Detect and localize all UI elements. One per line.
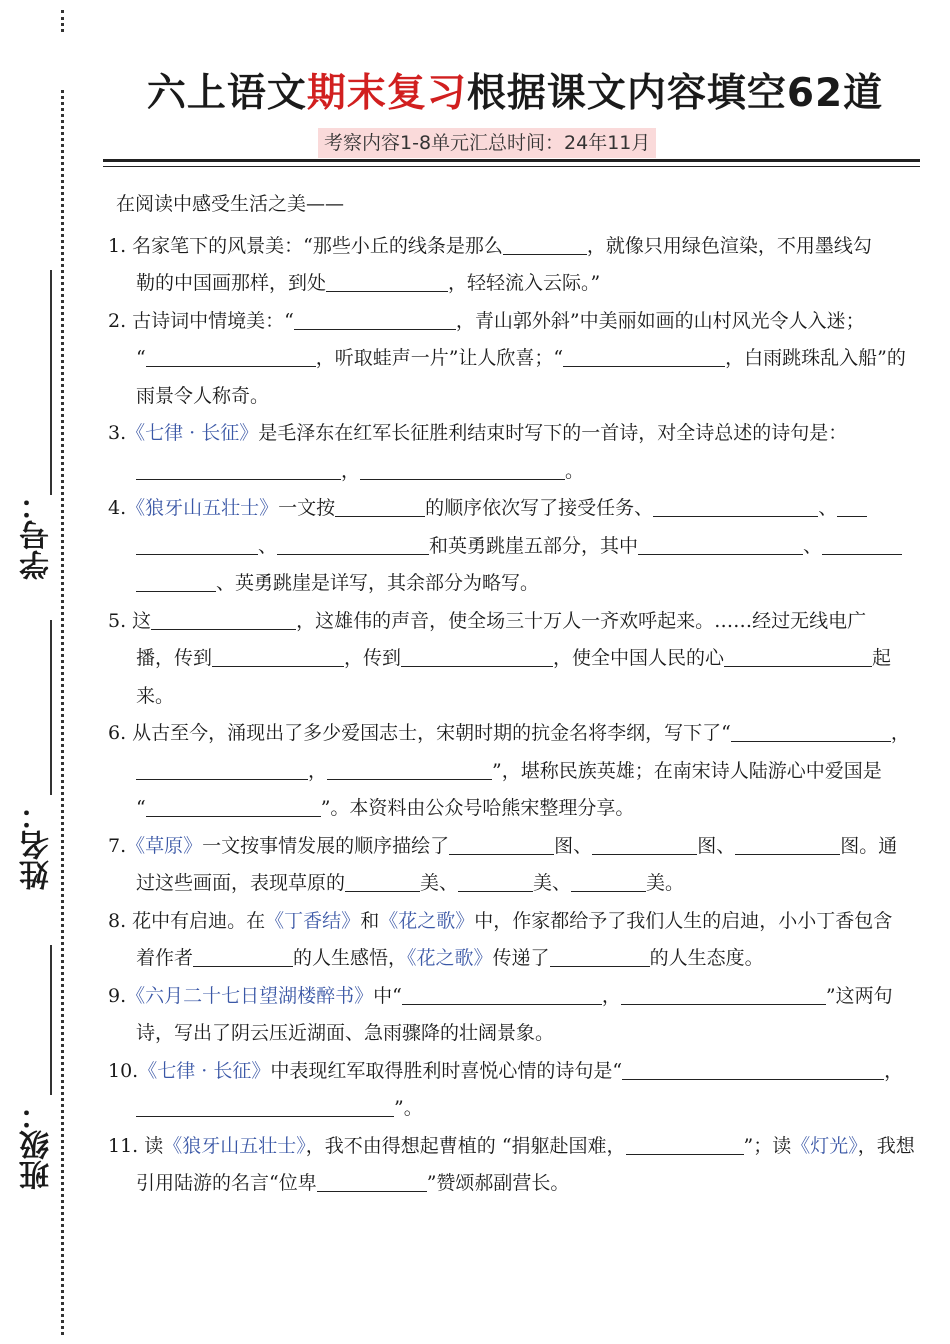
student-id-field bbox=[8, 490, 68, 584]
q10-blank-1[interactable] bbox=[622, 1057, 884, 1080]
q3-blank-1[interactable] bbox=[136, 457, 341, 480]
q5-blank-2[interactable] bbox=[212, 644, 344, 667]
q11-text-title-1: 《狼牙山五壮士》 bbox=[163, 1134, 306, 1157]
q10-text-c: 中表现红军取得胜利时喜悦心情的诗句是“ bbox=[270, 1059, 623, 1082]
student-id-line[interactable] bbox=[50, 270, 52, 495]
q4-blank-4[interactable] bbox=[277, 532, 429, 555]
question-9 bbox=[108, 978, 920, 1053]
q7-text-e: 图、 bbox=[697, 834, 736, 857]
name-line[interactable] bbox=[50, 620, 52, 795]
q1-text-a: 1. 名家笔下的风景美：“那些小丘的线条是那么 bbox=[108, 234, 503, 257]
q4-blank-1[interactable] bbox=[335, 494, 425, 517]
q11-text-g: 引用陆游的名言“位卑 bbox=[136, 1172, 317, 1194]
q1-text-c: 勒的中国画那样，到处 bbox=[136, 272, 327, 294]
q3-blank-2[interactable] bbox=[360, 457, 565, 480]
q5-blank-3[interactable] bbox=[401, 644, 553, 667]
q11-text-d: ”；读 bbox=[743, 1134, 792, 1157]
q5-text-b: ，这雄伟的声音，使全场三十万人一齐欢呼起来。……经过无线电广 bbox=[296, 609, 867, 632]
q8-text-i: 传递了 bbox=[492, 947, 550, 969]
q4-text-title: 《狼牙山五壮士》 bbox=[126, 497, 279, 519]
question-10 bbox=[108, 1053, 920, 1128]
q7-number: 7. bbox=[108, 834, 127, 857]
q8-text-a: 8. 花中有启迪。在 bbox=[108, 909, 266, 932]
q4-text-d: 的顺序依次写了接受任务、 bbox=[425, 497, 654, 519]
q9-blank-1[interactable] bbox=[402, 982, 602, 1005]
q3-text-c: 是毛泽东在红军长征胜利结束时写下的一首诗，对全诗总述的诗句是： bbox=[258, 422, 848, 444]
question-7 bbox=[108, 828, 920, 903]
title-highlight: 期末复习 bbox=[306, 71, 467, 116]
q7-blank-3[interactable] bbox=[735, 832, 840, 855]
title-part-2: 根据课文内容填空62道 bbox=[466, 71, 884, 116]
dotted-cut-line-top bbox=[61, 10, 64, 32]
q7-blank-2[interactable] bbox=[592, 832, 697, 855]
q2-blank-3[interactable] bbox=[563, 344, 725, 367]
q1-text-b: ，就像只用绿色渲染，不用墨线勾 bbox=[586, 234, 872, 257]
question-11 bbox=[108, 1128, 920, 1203]
q1-blank-2[interactable] bbox=[326, 269, 448, 292]
q8-text-j: 的人生态度。 bbox=[649, 947, 764, 969]
q3-text-e: 。 bbox=[565, 459, 585, 482]
q5-text-g: 来。 bbox=[136, 684, 175, 707]
q4-blank-6b[interactable] bbox=[136, 569, 216, 592]
question-5 bbox=[108, 603, 920, 716]
q6-blank-1[interactable] bbox=[731, 719, 891, 742]
class-label: 班级： bbox=[20, 1100, 55, 1190]
q7-text-c: 一文按事情发展的顺序描绘了 bbox=[202, 834, 450, 857]
title-part-1: 六上语文 bbox=[146, 71, 307, 116]
q5-text-a: 5. 这 bbox=[108, 609, 152, 632]
q7-blank-5[interactable] bbox=[458, 869, 533, 892]
q3-poem-title: 《七律 · 长征》 bbox=[126, 422, 259, 444]
q6-text-b: ， bbox=[890, 722, 910, 744]
q4-text-g: 和英勇跳崖五部分，其中 bbox=[429, 534, 639, 557]
q4-text-f: 、 bbox=[258, 534, 278, 557]
q5-blank-1[interactable] bbox=[151, 607, 296, 630]
q6-text-e: “ bbox=[136, 797, 146, 819]
q1-text-d: ，轻轻流入云际。” bbox=[448, 272, 601, 294]
q6-blank-2[interactable] bbox=[136, 757, 308, 780]
q8-text-title-3: 《花之歌》 bbox=[407, 947, 493, 969]
q4-blank-3b[interactable] bbox=[136, 532, 258, 555]
q2-text-d: ，听取蛙声一片”让人欣喜；“ bbox=[315, 347, 564, 369]
q7-text-h: 美、 bbox=[420, 872, 459, 894]
q7-blank-6[interactable] bbox=[571, 869, 646, 892]
q10-text-e: ”。 bbox=[394, 1097, 423, 1119]
q11-text-a: 11. 读 bbox=[108, 1134, 164, 1157]
q6-text-c: ， bbox=[308, 759, 328, 782]
q10-text-title: 《七律 · 长征》 bbox=[138, 1059, 271, 1082]
q9-text-c: 中“ bbox=[373, 984, 402, 1007]
q8-text-f: 着作者 bbox=[136, 947, 194, 969]
q8-text-title-2: 《花之歌》 bbox=[379, 909, 475, 932]
question-3 bbox=[108, 415, 920, 490]
q5-text-f: 起 bbox=[872, 647, 892, 669]
q9-text-f: 诗，写出了阴云压近湖面、急雨骤降的壮阔景象。 bbox=[136, 1022, 555, 1044]
q4-text-c: 一文按 bbox=[278, 497, 336, 519]
q6-blank-3[interactable] bbox=[327, 757, 492, 780]
q4-text-e: 、 bbox=[818, 497, 838, 519]
header-rule-thin bbox=[103, 166, 920, 167]
section-intro: 在阅读中感受生活之美—— bbox=[116, 193, 345, 215]
q8-text-e: 中，作家都给予了我们人生的启迪，小小丁香包含 bbox=[474, 909, 893, 932]
q5-text-d: ，传到 bbox=[344, 647, 402, 669]
binding-margin bbox=[0, 0, 95, 1344]
q7-text-d: 图、 bbox=[554, 834, 593, 857]
worksheet-body bbox=[108, 186, 920, 1203]
q6-blank-4[interactable] bbox=[146, 794, 321, 817]
question-2 bbox=[108, 303, 920, 416]
q4-text-h: 、 bbox=[803, 534, 823, 557]
q7-blank-4[interactable] bbox=[345, 869, 420, 892]
q11-blank-1[interactable] bbox=[626, 1132, 744, 1155]
q2-text-c: “ bbox=[136, 347, 146, 369]
q2-blank-2[interactable] bbox=[146, 344, 316, 367]
name-field bbox=[8, 800, 68, 894]
class-field bbox=[8, 1100, 68, 1194]
q9-text-title: 《六月二十七日望湖楼醉书》 bbox=[126, 984, 374, 1007]
question-8 bbox=[108, 903, 920, 978]
q11-text-title-2: 《灯光》 bbox=[791, 1134, 858, 1157]
q4-number: 4. bbox=[108, 497, 127, 519]
q2-text-e: ，白雨跳珠乱入船”的 bbox=[725, 347, 906, 369]
q4-blank-3a[interactable] bbox=[837, 494, 867, 517]
class-line[interactable] bbox=[50, 945, 52, 1095]
q7-text-j: 美。 bbox=[646, 872, 685, 894]
q7-text-title: 《草原》 bbox=[126, 834, 203, 857]
q4-blank-6a[interactable] bbox=[822, 532, 902, 555]
q5-text-e: ，使全中国人民的心 bbox=[553, 647, 725, 669]
q8-text-c: 和 bbox=[360, 909, 380, 932]
q11-blank-2[interactable] bbox=[317, 1169, 427, 1192]
q9-blank-2[interactable] bbox=[621, 982, 826, 1005]
q4-blank-5[interactable] bbox=[638, 532, 803, 555]
q3-text-d: ， bbox=[341, 459, 361, 482]
q10-blank-2[interactable] bbox=[136, 1094, 394, 1117]
q5-blank-4[interactable] bbox=[724, 644, 872, 667]
q6-text-a: 6. 从古至今，涌现出了多少爱国志士，宋朝时期的抗金名将李纲，写下了“ bbox=[108, 722, 731, 744]
q7-text-i: 美、 bbox=[533, 872, 572, 894]
question-6 bbox=[108, 715, 920, 828]
q7-text-f: 图。通 bbox=[840, 834, 898, 857]
q2-text-a: 2. 古诗词中情境美：“ bbox=[108, 309, 294, 332]
q8-text-g: 的人生感悟， bbox=[293, 947, 408, 969]
q8-text-title-1: 《丁香结》 bbox=[265, 909, 361, 932]
q7-text-g: 过这些画面，表现草原的 bbox=[136, 872, 346, 894]
q7-blank-1[interactable] bbox=[449, 832, 554, 855]
q2-blank-1[interactable] bbox=[294, 307, 456, 330]
q8-blank-1[interactable] bbox=[193, 944, 293, 967]
q9-text-e: ”这两句 bbox=[825, 984, 893, 1007]
q5-text-c: 播，传到 bbox=[136, 647, 213, 669]
q6-text-d: ”，堪称民族英雄；在南宋诗人陆游心中爱国是 bbox=[492, 759, 882, 782]
q2-text-f: 雨景令人称奇。 bbox=[136, 384, 270, 407]
student-id-label: 学号： bbox=[20, 490, 55, 580]
question-1 bbox=[108, 228, 920, 303]
q11-text-f: ，我想 bbox=[857, 1134, 915, 1157]
q4-text-i: 、英勇跳崖是详写，其余部分为略写。 bbox=[216, 572, 540, 594]
q10-text-d: ， bbox=[884, 1059, 904, 1082]
q1-blank-1[interactable] bbox=[503, 232, 587, 255]
header-rule-thick bbox=[103, 159, 920, 162]
q11-text-h: ”赞颂郝副营长。 bbox=[426, 1172, 570, 1194]
q11-text-c: ，我不由得想起曹植的 “捐躯赴国难， bbox=[305, 1134, 626, 1157]
q4-blank-2[interactable] bbox=[653, 494, 818, 517]
q9-text-d: ， bbox=[601, 984, 621, 1007]
q10-number: 10. bbox=[108, 1059, 139, 1082]
question-4 bbox=[108, 490, 920, 603]
q2-text-b: ，青山郭外斜”中美丽如画的山村风光令人入迷； bbox=[455, 309, 865, 332]
q8-blank-2[interactable] bbox=[550, 944, 650, 967]
q9-number: 9. bbox=[108, 984, 127, 1007]
q3-number: 3. bbox=[108, 422, 127, 444]
subtitle: 考察内容1-8单元汇总时间：24年11月 bbox=[318, 128, 656, 158]
name-label: 姓名： bbox=[20, 800, 55, 890]
page-title bbox=[100, 62, 930, 118]
q6-text-f: ”。本资料由公众号哈熊宋整理分享。 bbox=[320, 797, 635, 819]
